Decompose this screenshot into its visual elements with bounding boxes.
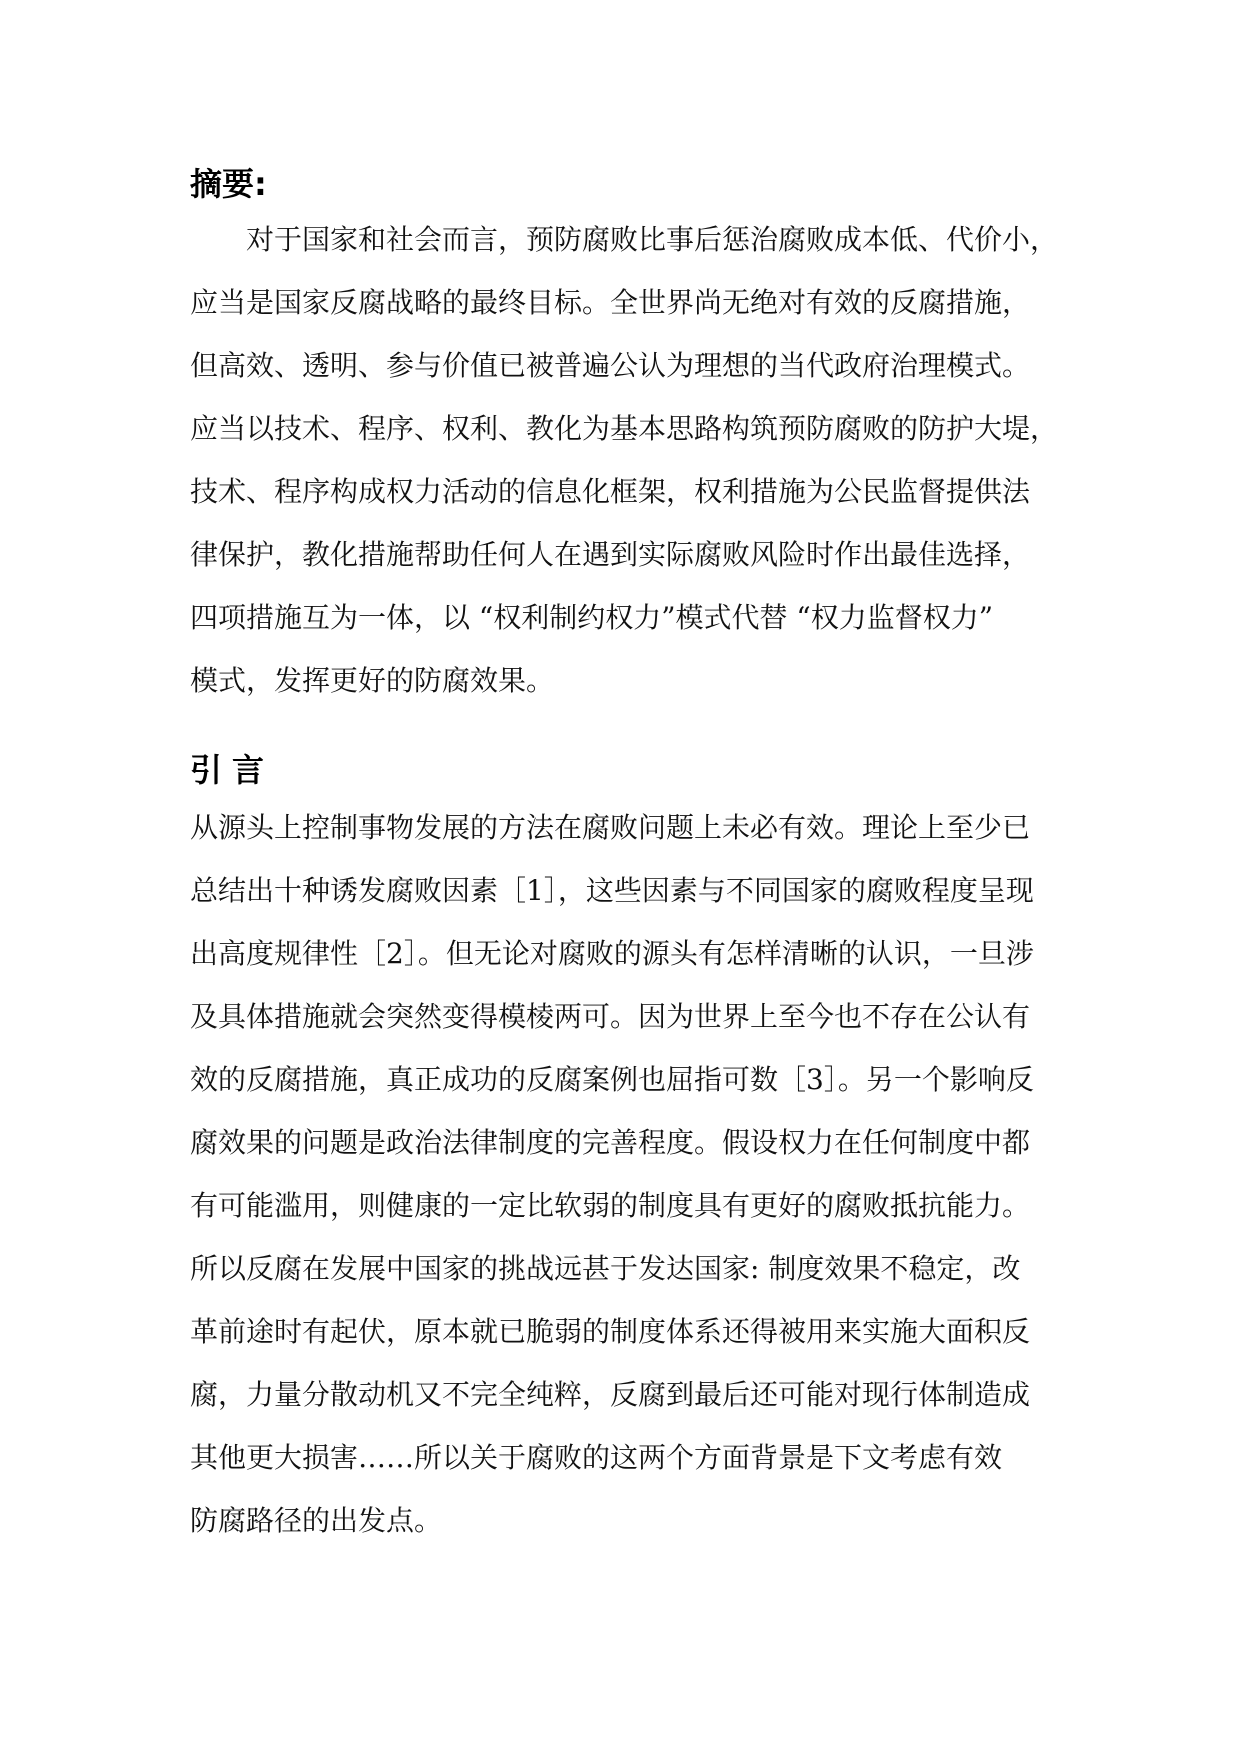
introduction-line: 总结出十种诱发腐败因素［1］，这些因素与不同国家的腐败程度呈现 — [190, 874, 1034, 907]
introduction-line: 所以反腐在发展中国家的挑战远甚于发达国家: 制度效果不稳定，改 — [190, 1252, 1021, 1285]
introduction-heading: 引言 — [190, 751, 275, 789]
introduction-line: 防腐路径的出发点。 — [190, 1504, 443, 1537]
abstract-line: 对于国家和社会而言，预防腐败比事后惩治腐败成本低、代价小， — [246, 223, 1059, 256]
introduction-line: 从源头上控制事物发展的方法在腐败问题上未必有效。理论上至少已 — [190, 811, 1031, 844]
introduction-line: 革前途时有起伏，原本就已脆弱的制度体系还得被用来实施大面积反 — [190, 1315, 1031, 1348]
introduction-line: 效的反腐措施，真正成功的反腐案例也屈指可数［3］。另一个影响反 — [190, 1063, 1034, 1096]
introduction-line: 出高度规律性［2］。但无论对腐败的源头有怎样清晰的认识，一旦涉 — [190, 937, 1034, 970]
abstract-line: 应当是国家反腐战略的最终目标。全世界尚无绝对有效的反腐措施， — [190, 286, 1031, 319]
introduction-line: 有可能滥用，则健康的一定比软弱的制度具有更好的腐败抵抗能力。 — [190, 1189, 1031, 1222]
abstract-line: 技术、程序构成权力活动的信息化框架，权利措施为公民监督提供法 — [190, 475, 1031, 508]
introduction-line: 腐，力量分散动机又不完全纯粹，反腐到最后还可能对现行体制造成 — [190, 1378, 1031, 1411]
abstract-line: 应当以技术、程序、权利、教化为基本思路构筑预防腐败的防护大堤， — [190, 412, 1059, 445]
introduction-line: 腐效果的问题是政治法律制度的完善程度。假设权力在任何制度中都 — [190, 1126, 1031, 1159]
abstract-line: 律保护，教化措施帮助任何人在遇到实际腐败风险时作出最佳选择， — [190, 538, 1031, 571]
introduction-line: 其他更大损害……所以关于腐败的这两个方面背景是下文考虑有效 — [190, 1441, 1003, 1474]
introduction-line: 及具体措施就会突然变得模棱两可。因为世界上至今也不存在公认有 — [190, 1000, 1031, 1033]
abstract-heading: 摘要: — [190, 165, 267, 203]
abstract-line: 模式，发挥更好的防腐效果。 — [190, 664, 555, 697]
abstract-line: 四项措施互为一体，以 “权利制约权力”模式代替 “权力监督权力” — [190, 601, 994, 634]
abstract-line: 但高效、透明、参与价值已被普遍公认为理想的当代政府治理模式。 — [190, 349, 1031, 382]
